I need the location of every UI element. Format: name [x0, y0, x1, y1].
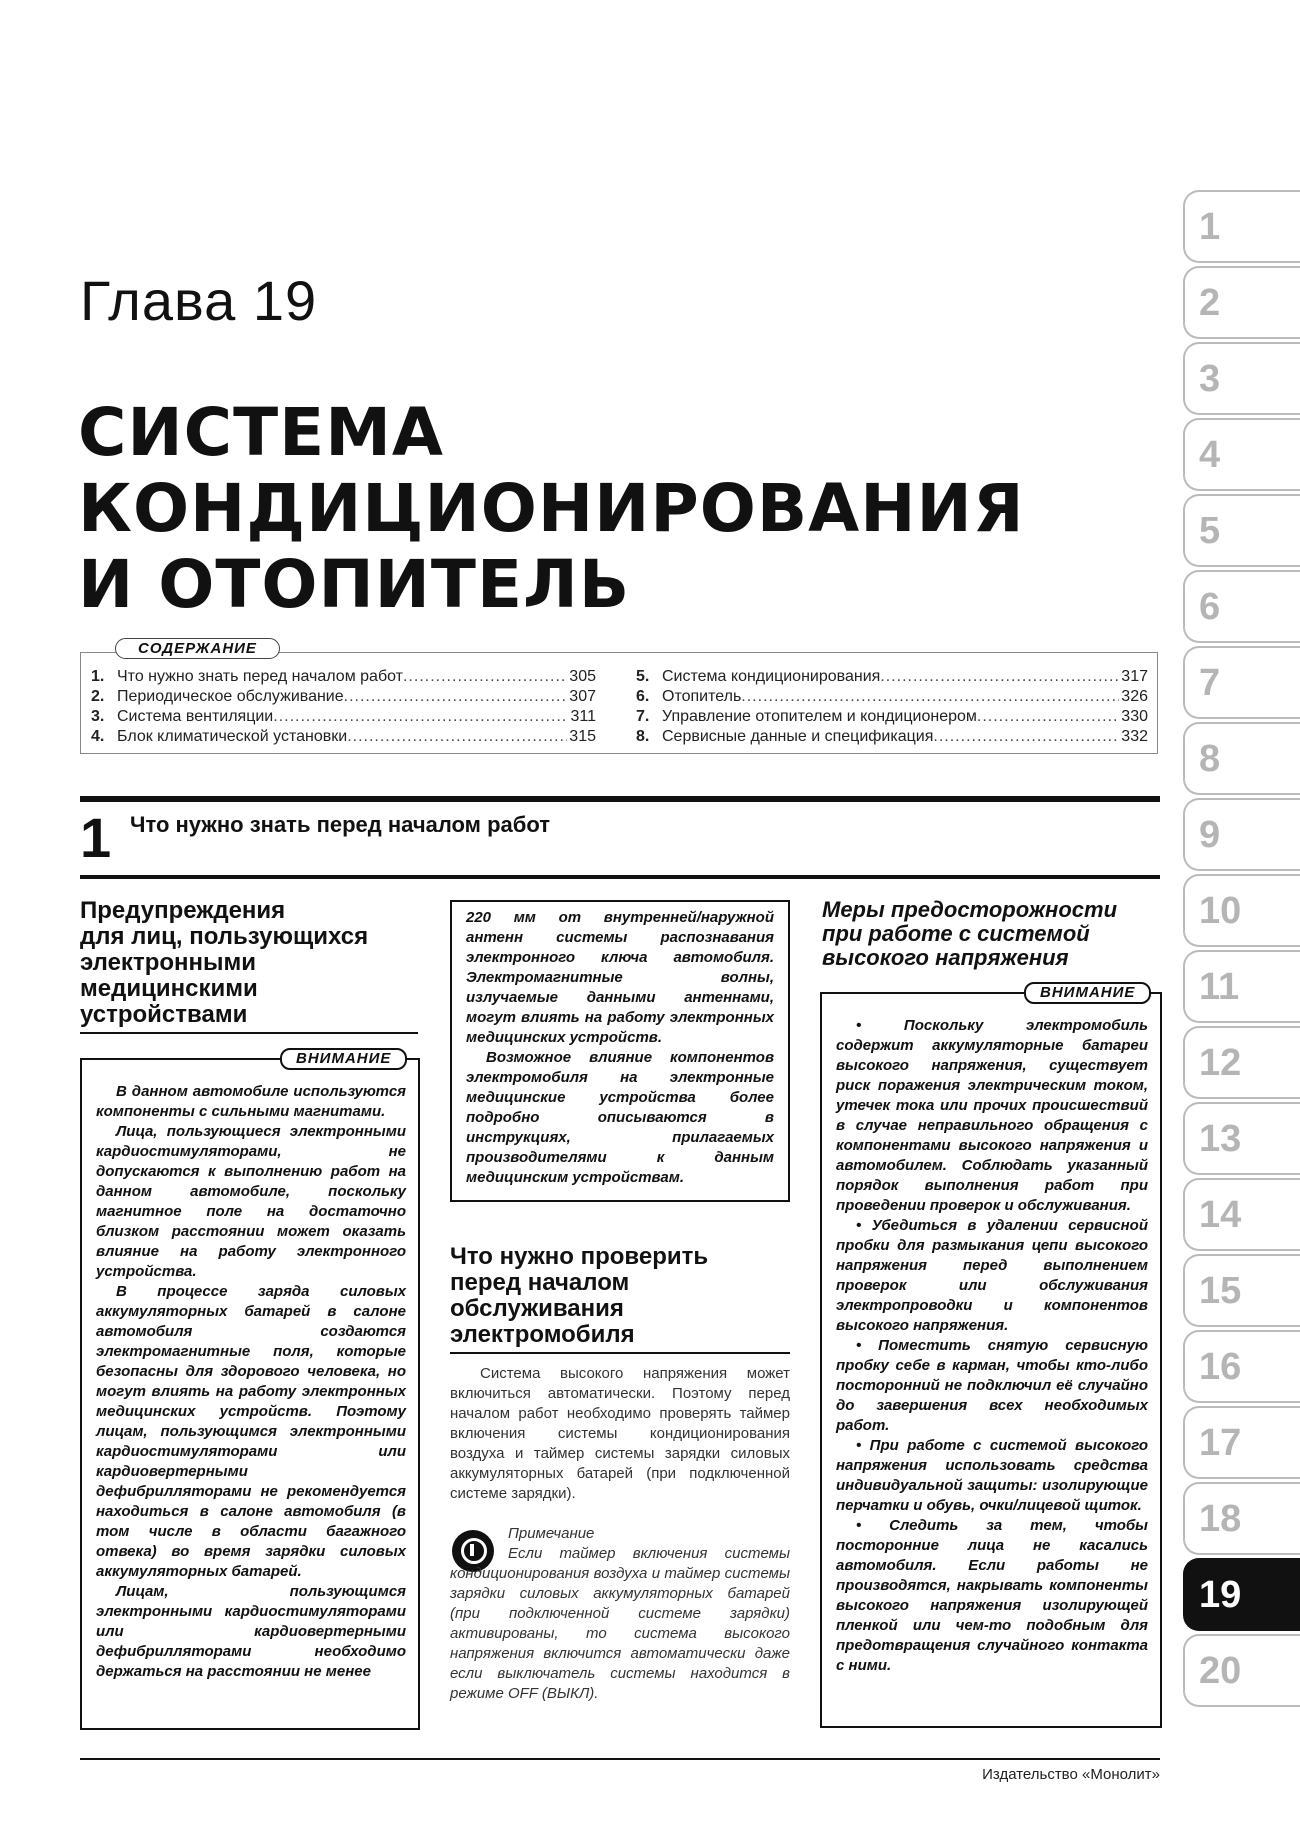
- tab-chapter-12[interactable]: 12: [1183, 1026, 1300, 1099]
- footer-rule: [80, 1758, 1160, 1760]
- tab-chapter-5[interactable]: 5: [1183, 494, 1300, 567]
- toc-item[interactable]: 3. Система вентиляции ..... 311: [91, 707, 596, 727]
- section-rule-top: [80, 796, 1160, 802]
- col2-box-text: 220 мм от внутренней/наружной антенн системы распознавания электронного ключа автомобиля. Электромагнитные волны, излучаемые данными антеннами, могут влиять на работу электронных медицинских устройств. Возможное влияние компонентов электромобиля на электронные медицинские устройства более подробно описываются в инструкциях, прилагаемых производителями к данным медицинским устройствам.: [466, 909, 774, 1186]
- section-number: 1: [80, 806, 112, 869]
- section-title: Что нужно знать перед началом работ: [130, 812, 550, 837]
- col1-warning-box: [80, 1058, 420, 1730]
- toc-column-right: [636, 667, 1148, 747]
- title-line: СИСТЕМА: [78, 394, 444, 471]
- toc-item[interactable]: 1. Что нужно знать перед началом работ ..... 305: [91, 667, 596, 687]
- col3-warning-box: [820, 992, 1162, 1728]
- tab-chapter-13[interactable]: 13: [1183, 1102, 1300, 1175]
- col1-heading: Предупреждения для лиц, пользующихся электронными медицинскими устройствами: [80, 897, 369, 1028]
- tab-chapter-19[interactable]: 19: [1183, 1558, 1300, 1631]
- toc-item[interactable]: 6. Отопитель ..... 326: [636, 687, 1148, 707]
- col1-heading-rule: [80, 1032, 418, 1034]
- col3-warning-text: • Поскольку электромобиль содержит аккумуляторные батареи высокого напряжения, существует риск поражения электрическим током, утечек тока или прочих происшествий в случае неправильного обращения с компонентами высокого напряжения и автомобилем. Соблюдать указанный порядок выполнения работ при проведении проверок и обслуживания. • Убедиться в удалении сервисной пробки для размыкания цепи высокого напряжения перед выполнением проверок или обслуживания электропроводки и компонентов высокого напряжения. • Поместить снятую сервисную пробку себе в карман, чтобы кто-либо посторонний не подключил её случайно до завершения всех необходимых работ. • При работе с системой высокого напряжения использовать средства индивидуальной защиты: изолирующие перчатки и обувь, очки/лицевой щиток. • Следить за тем, чтобы посторонние лица не касались автомобиля. Если работы не производятся, накрывать компоненты высокого напряжения изолирующей пленкой или чем-то подобным для предотвращения случайного контакта с ними.: [836, 1017, 1148, 1674]
- tab-chapter-2[interactable]: 2: [1183, 266, 1300, 339]
- tab-chapter-1[interactable]: 1: [1183, 190, 1300, 263]
- col3-heading: Меры предосторожности при работе с системой высокого напряжения: [822, 897, 1118, 970]
- toc-item[interactable]: 5. Система кондиционирования ..... 317: [636, 667, 1148, 687]
- tab-chapter-18[interactable]: 18: [1183, 1482, 1300, 1555]
- col2-continued-box: [450, 900, 790, 1202]
- publisher-credit: Издательство «Монолит»: [982, 1766, 1160, 1783]
- tab-chapter-17[interactable]: 17: [1183, 1406, 1300, 1479]
- tab-chapter-7[interactable]: 7: [1183, 646, 1300, 719]
- col1-warning-badge: ВНИМАНИЕ: [280, 1048, 407, 1070]
- col2-heading-rule: [450, 1352, 790, 1354]
- col1-warning-text: В данном автомобиле используются компоненты с сильными магнитами. Лица, пользующиеся электронными кардиостимуляторами, не допускаются к выполнению работ на данном автомобиле, поскольку магнитное поле на достаточно близком расстоянии может оказать влияние на работу электронного устройства. В процессе заряда силовых аккумуляторных батарей в салоне автомобиля создаются электромагнитные поля, которые безопасны для здорового человека, но могут влиять на работу электронных медицинских устройств. Поэтому лицам, пользующимся электронными кардиостимуляторами или кардиовертерными дефибрилляторами не рекомендуется находиться в салоне автомобиля (в том числе в области багажного отвека) во время зарядки силовых аккумуляторных батарей. Лицам, пользующимся электронными кардиостимуляторами или кардиовертерными дефибрилляторами необходимо держаться на расстоянии не менее: [96, 1083, 406, 1680]
- tab-chapter-10[interactable]: 10: [1183, 874, 1300, 947]
- col2-note-title: Примечание: [508, 1525, 595, 1542]
- col2-note-text: Если таймер включения системы кондиционирования воздуха и таймер системы зарядки силовых аккумуляторных батарей (при подключенной системе зарядки) активированы, то система высокого напряжения включится автоматически даже если выключатель системы находится в режиме OFF (ВЫКЛ).: [450, 1545, 790, 1702]
- chapter-title: [78, 395, 1025, 623]
- table-of-contents: [80, 652, 1158, 754]
- toc-column-left: [91, 667, 596, 747]
- title-line: И ОТОПИТЕЛЬ: [78, 546, 631, 623]
- col3-warning-badge: ВНИМАНИЕ: [1024, 982, 1151, 1004]
- tab-chapter-20[interactable]: 20: [1183, 1634, 1300, 1707]
- tab-chapter-8[interactable]: 8: [1183, 722, 1300, 795]
- title-line: КОНДИЦИОНИРОВАНИЯ: [78, 470, 1025, 547]
- toc-item[interactable]: 2. Периодическое обслуживание ..... 307: [91, 687, 596, 707]
- toc-label: СОДЕРЖАНИЕ: [115, 638, 280, 659]
- toc-item[interactable]: 8. Сервисные данные и спецификация ..... 332: [636, 727, 1148, 747]
- tab-chapter-14[interactable]: 14: [1183, 1178, 1300, 1251]
- col2-body-text: Система высокого напряжения может включиться автоматически. Поэтому перед началом работ необходимо проверять таймер включения системы кондиционирования воздуха и таймер системы зарядки силовых аккумуляторных батарей (при подключенной системе зарядки).: [450, 1365, 790, 1502]
- tab-chapter-11[interactable]: 11: [1183, 950, 1300, 1023]
- tab-chapter-4[interactable]: 4: [1183, 418, 1300, 491]
- section-rule-bottom: [80, 875, 1160, 879]
- tab-chapter-16[interactable]: 16: [1183, 1330, 1300, 1403]
- col2-heading: Что нужно проверить перед началом обслуживания электромобиля: [450, 1243, 709, 1348]
- tab-chapter-6[interactable]: 6: [1183, 570, 1300, 643]
- toc-item[interactable]: 7. Управление отопителем и кондиционером ..... 330: [636, 707, 1148, 727]
- tab-chapter-15[interactable]: 15: [1183, 1254, 1300, 1327]
- tab-chapter-3[interactable]: 3: [1183, 342, 1300, 415]
- toc-item[interactable]: 4. Блок климатической установки ..... 315: [91, 727, 596, 747]
- chapter-label: Глава 19: [80, 269, 318, 332]
- tab-chapter-9[interactable]: 9: [1183, 798, 1300, 871]
